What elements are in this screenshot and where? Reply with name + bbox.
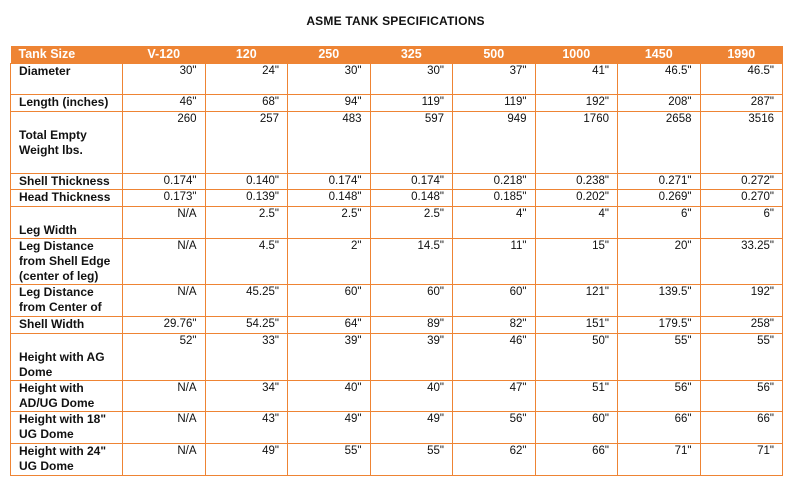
- table-cell: 56": [618, 381, 701, 412]
- row-label: Head Thickness: [11, 190, 123, 207]
- table-cell: 68": [205, 95, 288, 112]
- table-cell: 0.174": [370, 174, 453, 190]
- table-cell: 30": [370, 64, 453, 95]
- table-cell: 257: [205, 112, 288, 174]
- table-cell: 33": [205, 334, 288, 381]
- table-cell: 46": [453, 334, 536, 381]
- table-cell: 0.148": [370, 190, 453, 207]
- column-header: 1450: [618, 46, 701, 64]
- table-cell: 0.140": [205, 174, 288, 190]
- table-cell: 62": [453, 444, 536, 476]
- table-cell: 29.76": [123, 317, 206, 334]
- column-header: 500: [453, 46, 536, 64]
- table-cell: 6": [618, 207, 701, 239]
- table-cell: 597: [370, 112, 453, 174]
- table-cell: 49": [205, 444, 288, 476]
- table-cell: 46.5": [700, 64, 783, 95]
- table-header-row: [11, 46, 783, 64]
- table-cell: 14.5": [370, 239, 453, 285]
- column-header: 250: [288, 46, 371, 64]
- table-cell: 45.25": [205, 285, 288, 317]
- table-cell: 119": [453, 95, 536, 112]
- column-header: 1000: [535, 46, 618, 64]
- table-cell: 20": [618, 239, 701, 285]
- table-cell: 34": [205, 381, 288, 412]
- table-cell: 258": [700, 317, 783, 334]
- table-cell: 2658: [618, 112, 701, 174]
- table-cell: 55": [700, 334, 783, 381]
- table-cell: 50": [535, 334, 618, 381]
- table-cell: 39": [288, 334, 371, 381]
- table-cell: 56": [700, 381, 783, 412]
- table-cell: 179.5": [618, 317, 701, 334]
- table-cell: 46.5": [618, 64, 701, 95]
- table-cell: 55": [288, 444, 371, 476]
- table-cell: 0.271": [618, 174, 701, 190]
- table-cell: 121": [535, 285, 618, 317]
- table-cell: N/A: [123, 381, 206, 412]
- table-cell: 66": [700, 412, 783, 444]
- row-label: Shell Thickness: [11, 174, 123, 190]
- table-cell: 0.269": [618, 190, 701, 207]
- table-row: [11, 285, 783, 317]
- table-cell: 4.5": [205, 239, 288, 285]
- table-row: [11, 207, 783, 239]
- row-label: Height with AD/UG Dome: [11, 381, 123, 412]
- table-cell: 119": [370, 95, 453, 112]
- table-row: [11, 444, 783, 476]
- table-cell: 33.25": [700, 239, 783, 285]
- table-row: [11, 174, 783, 190]
- table-cell: 43": [205, 412, 288, 444]
- table-cell: 64": [288, 317, 371, 334]
- table-cell: 49": [370, 412, 453, 444]
- row-label: Height with 24" UG Dome: [11, 444, 123, 476]
- table-row: [11, 412, 783, 444]
- table-cell: N/A: [123, 444, 206, 476]
- page-title: ASME TANK SPECIFICATIONS: [306, 14, 485, 28]
- table-cell: 71": [618, 444, 701, 476]
- table-cell: 0.218": [453, 174, 536, 190]
- table-cell: 66": [535, 444, 618, 476]
- specifications-table: [10, 46, 783, 476]
- table-row: [11, 317, 783, 334]
- row-label: Shell Width: [11, 317, 123, 334]
- table-cell: N/A: [123, 239, 206, 285]
- table-cell: 2": [288, 239, 371, 285]
- table-cell: 151": [535, 317, 618, 334]
- table-cell: 0.173": [123, 190, 206, 207]
- table-cell: 3516: [700, 112, 783, 174]
- table-row: [11, 64, 783, 95]
- table-cell: 94": [288, 95, 371, 112]
- table-cell: 60": [288, 285, 371, 317]
- table-cell: 4": [453, 207, 536, 239]
- table-cell: 15": [535, 239, 618, 285]
- table-cell: 4": [535, 207, 618, 239]
- table-cell: 260: [123, 112, 206, 174]
- table-cell: 60": [453, 285, 536, 317]
- table-cell: 30": [288, 64, 371, 95]
- table-cell: 47": [453, 381, 536, 412]
- table-cell: 54.25": [205, 317, 288, 334]
- table-row: [11, 95, 783, 112]
- table-cell: 192": [535, 95, 618, 112]
- row-label: Length (inches): [11, 95, 123, 112]
- row-label: Total Empty Weight lbs.: [11, 112, 123, 174]
- row-label: Leg Distance from Shell Edge (center of leg): [11, 239, 123, 285]
- table-cell: 192": [700, 285, 783, 317]
- table-cell: 52": [123, 334, 206, 381]
- table-cell: 24": [205, 64, 288, 95]
- table-cell: 40": [370, 381, 453, 412]
- table-cell: 71": [700, 444, 783, 476]
- table-cell: 56": [453, 412, 536, 444]
- table-cell: 46": [123, 95, 206, 112]
- table-row: [11, 190, 783, 207]
- table-cell: 40": [288, 381, 371, 412]
- table-cell: 30": [123, 64, 206, 95]
- column-header: 325: [370, 46, 453, 64]
- table-cell: 949: [453, 112, 536, 174]
- table-cell: 66": [618, 412, 701, 444]
- table-cell: 11": [453, 239, 536, 285]
- table-cell: 483: [288, 112, 371, 174]
- table-cell: 2.5": [205, 207, 288, 239]
- table-cell: 287": [700, 95, 783, 112]
- table-cell: 55": [370, 444, 453, 476]
- table-cell: 82": [453, 317, 536, 334]
- column-header: 120: [205, 46, 288, 64]
- table-cell: 60": [535, 412, 618, 444]
- table-cell: 55": [618, 334, 701, 381]
- table-cell: 0.148": [288, 190, 371, 207]
- row-label: Leg Distance from Center of: [11, 285, 123, 317]
- table-cell: N/A: [123, 207, 206, 239]
- table-cell: 0.139": [205, 190, 288, 207]
- table-cell: 60": [370, 285, 453, 317]
- table-cell: 208": [618, 95, 701, 112]
- column-header: 1990: [700, 46, 783, 64]
- table-cell: 0.174": [123, 174, 206, 190]
- table-cell: 139.5": [618, 285, 701, 317]
- table-cell: 6": [700, 207, 783, 239]
- table-cell: N/A: [123, 285, 206, 317]
- table-cell: 0.202": [535, 190, 618, 207]
- table-cell: 37": [453, 64, 536, 95]
- table-cell: 39": [370, 334, 453, 381]
- column-header: V-120: [123, 46, 206, 64]
- row-label: Leg Width: [11, 207, 123, 239]
- table-row: [11, 334, 783, 381]
- header-label: Tank Size: [11, 46, 123, 64]
- table-cell: 0.272": [700, 174, 783, 190]
- table-cell: 41": [535, 64, 618, 95]
- table-cell: 0.238": [535, 174, 618, 190]
- table-cell: 2.5": [370, 207, 453, 239]
- table-cell: 49": [288, 412, 371, 444]
- table-cell: 0.174": [288, 174, 371, 190]
- table-cell: 0.270": [700, 190, 783, 207]
- table-row: [11, 112, 783, 174]
- table-cell: 89": [370, 317, 453, 334]
- table-cell: 2.5": [288, 207, 371, 239]
- row-label: Diameter: [11, 64, 123, 95]
- table-cell: 0.185": [453, 190, 536, 207]
- table-cell: 51": [535, 381, 618, 412]
- table-cell: N/A: [123, 412, 206, 444]
- table-row: [11, 381, 783, 412]
- table-row: [11, 239, 783, 285]
- row-label: Height with AG Dome: [11, 334, 123, 381]
- table-cell: 1760: [535, 112, 618, 174]
- row-label: Height with 18" UG Dome: [11, 412, 123, 444]
